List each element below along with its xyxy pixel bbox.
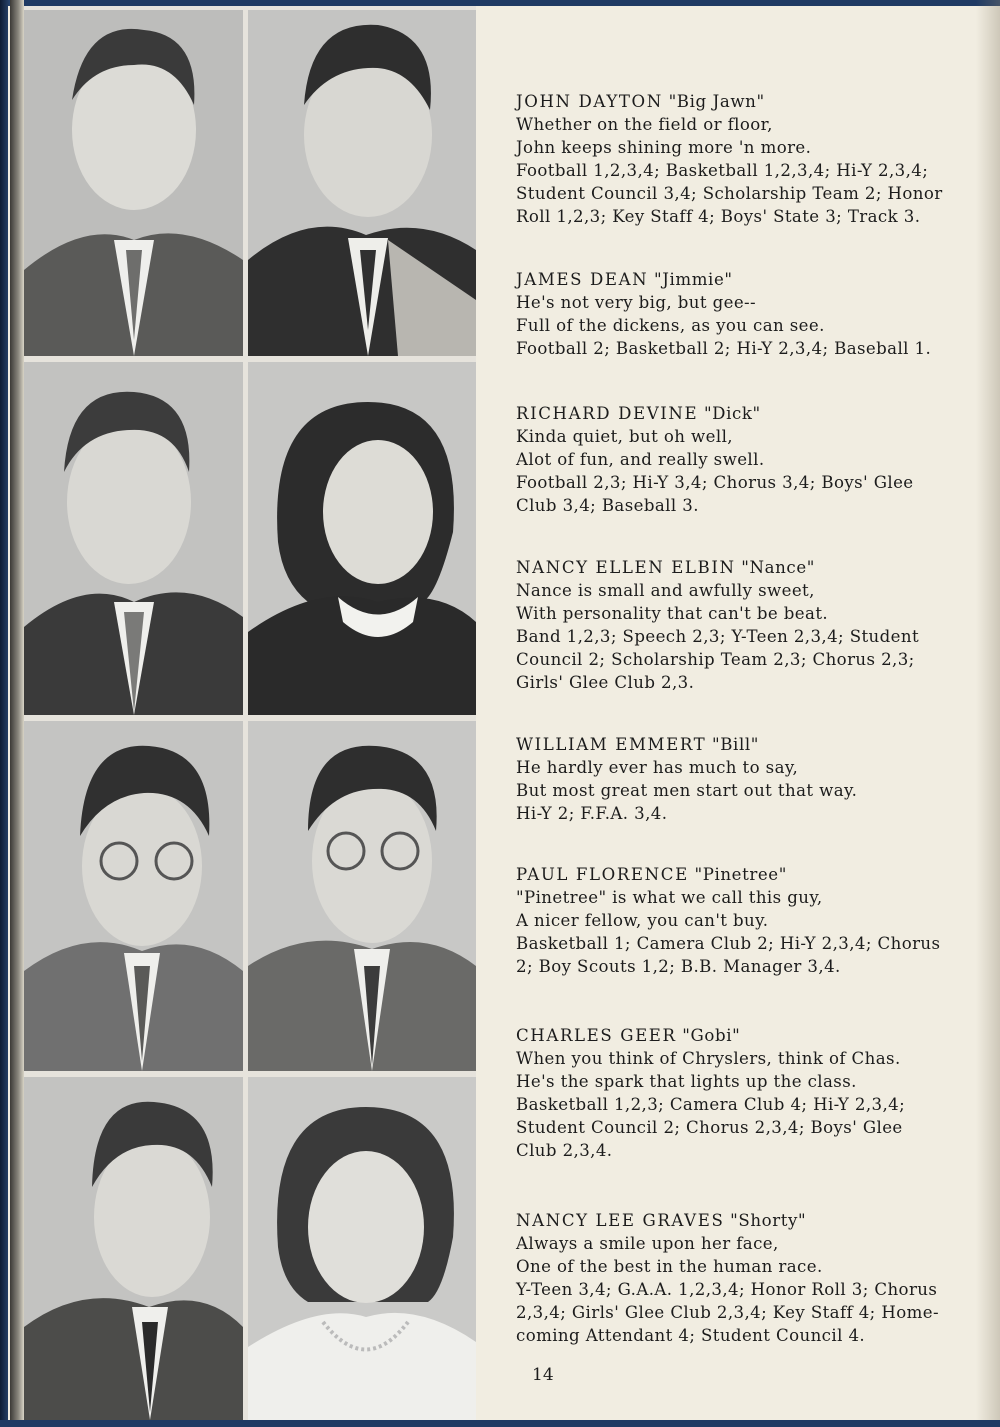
portrait-photo: [248, 362, 476, 715]
entry-line: Band 1,2,3; Speech 2,3; Y-Teen 2,3,4; Student: [516, 627, 920, 646]
portrait-female-icon: [248, 1077, 476, 1420]
student-name: JAMES DEAN: [516, 270, 649, 289]
portrait-male-icon: [24, 1077, 243, 1420]
student-name: CHARLES GEER: [516, 1026, 677, 1045]
entry-line: Club 3,4; Baseball 3.: [516, 496, 699, 515]
entry-line: Council 2; Scholarship Team 2,3; Chorus 2,3;: [516, 650, 915, 669]
portrait-photo: [24, 1077, 243, 1420]
entry-line: He hardly ever has much to say,: [516, 758, 799, 777]
entry-line: Kinda quiet, but oh well,: [516, 427, 733, 446]
student-nickname: "Big Jawn": [668, 92, 765, 111]
portrait-male-glasses-icon: [24, 721, 243, 1071]
student-name: WILLIAM EMMERT: [516, 735, 707, 754]
portrait-photo: [24, 10, 243, 356]
entry-line: coming Attendant 4; Student Council 4.: [516, 1326, 866, 1345]
student-nickname: "Dick": [703, 404, 761, 423]
entry-line: "Pinetree" is what we call this guy,: [516, 888, 823, 907]
student-nickname: "Pinetree": [694, 865, 787, 884]
student-name: RICHARD DEVINE: [516, 404, 699, 423]
portrait-male-icon: [24, 362, 243, 715]
entry-line: 2; Boy Scouts 1,2; B.B. Manager 3,4.: [516, 957, 841, 976]
entry-line: 2,3,4; Girls' Glee Club 2,3,4; Key Staff 4; Home-: [516, 1303, 939, 1322]
entry-line: Student Council 3,4; Scholarship Team 2; Honor: [516, 184, 943, 203]
senior-entry: [516, 90, 986, 228]
entry-line: One of the best in the human race.: [516, 1257, 823, 1276]
senior-entry: [516, 268, 986, 360]
senior-entry: [516, 556, 986, 694]
entry-line: Full of the dickens, as you can see.: [516, 316, 825, 335]
entry-line: Always a smile upon her face,: [516, 1234, 779, 1253]
entry-line: Roll 1,2,3; Key Staff 4; Boys' State 3; Track 3.: [516, 207, 921, 226]
student-name: PAUL FLORENCE: [516, 865, 689, 884]
entry-line: Basketball 1; Camera Club 2; Hi-Y 2,3,4; Chorus: [516, 934, 941, 953]
portrait-male-icon: [24, 10, 243, 356]
student-name: NANCY LEE GRAVES: [516, 1211, 725, 1230]
student-nickname: "Shorty": [730, 1211, 807, 1230]
entry-line: Whether on the field or floor,: [516, 115, 773, 134]
entry-line: Club 2,3,4.: [516, 1141, 613, 1160]
student-nickname: "Bill": [712, 735, 760, 754]
senior-entry: [516, 402, 986, 517]
entry-line: Student Council 2; Chorus 2,3,4; Boys' Glee: [516, 1118, 903, 1137]
senior-entry: [516, 863, 986, 978]
portrait-male-glasses-icon: [248, 721, 476, 1071]
entry-line: When you think of Chryslers, think of Chas.: [516, 1049, 901, 1068]
senior-entry: [516, 733, 986, 825]
page-gutter-shadow: [976, 0, 1000, 1427]
entry-line: Football 1,2,3,4; Basketball 1,2,3,4; Hi-Y 2,3,4;: [516, 161, 929, 180]
portrait-photo: [248, 721, 476, 1071]
portrait-male-icon: [248, 10, 476, 356]
portrait-photo: [24, 721, 243, 1071]
portrait-grid: [24, 6, 476, 1420]
entry-line: Alot of fun, and really swell.: [516, 450, 765, 469]
portrait-photo: [248, 10, 476, 356]
entry-line: Football 2,3; Hi-Y 3,4; Chorus 3,4; Boys' Glee: [516, 473, 914, 492]
entry-line: John keeps shining more 'n more.: [516, 138, 812, 157]
entry-line: He's the spark that lights up the class.: [516, 1072, 857, 1091]
portrait-female-icon: [248, 362, 476, 715]
entry-line: Football 2; Basketball 2; Hi-Y 2,3,4; Baseball 1.: [516, 339, 932, 358]
senior-entry: [516, 1209, 986, 1347]
senior-entry: [516, 1024, 986, 1162]
entry-line: Nance is small and awfully sweet,: [516, 581, 815, 600]
page-number: 14: [532, 1365, 554, 1385]
student-name: JOHN DAYTON: [516, 92, 663, 111]
entry-line: Girls' Glee Club 2,3.: [516, 673, 695, 692]
entry-line: Basketball 1,2,3; Camera Club 4; Hi-Y 2,3,4;: [516, 1095, 906, 1114]
student-nickname: "Jimmie": [654, 270, 733, 289]
book-cover-edge: [0, 1420, 1000, 1427]
entry-line: Hi-Y 2; F.F.A. 3,4.: [516, 804, 668, 823]
entry-line: With personality that can't be beat.: [516, 604, 829, 623]
portrait-photo: [248, 1077, 476, 1420]
portrait-photo: [24, 362, 243, 715]
student-nickname: "Nance": [741, 558, 815, 577]
entry-line: Y-Teen 3,4; G.A.A. 1,2,3,4; Honor Roll 3; Chorus: [516, 1280, 938, 1299]
entry-line: But most great men start out that way.: [516, 781, 858, 800]
entry-line: A nicer fellow, you can't buy.: [516, 911, 769, 930]
entry-line: He's not very big, but gee--: [516, 293, 757, 312]
student-nickname: "Gobi": [682, 1026, 741, 1045]
binding-edge: [10, 0, 24, 1427]
student-name: NANCY ELLEN ELBIN: [516, 558, 736, 577]
